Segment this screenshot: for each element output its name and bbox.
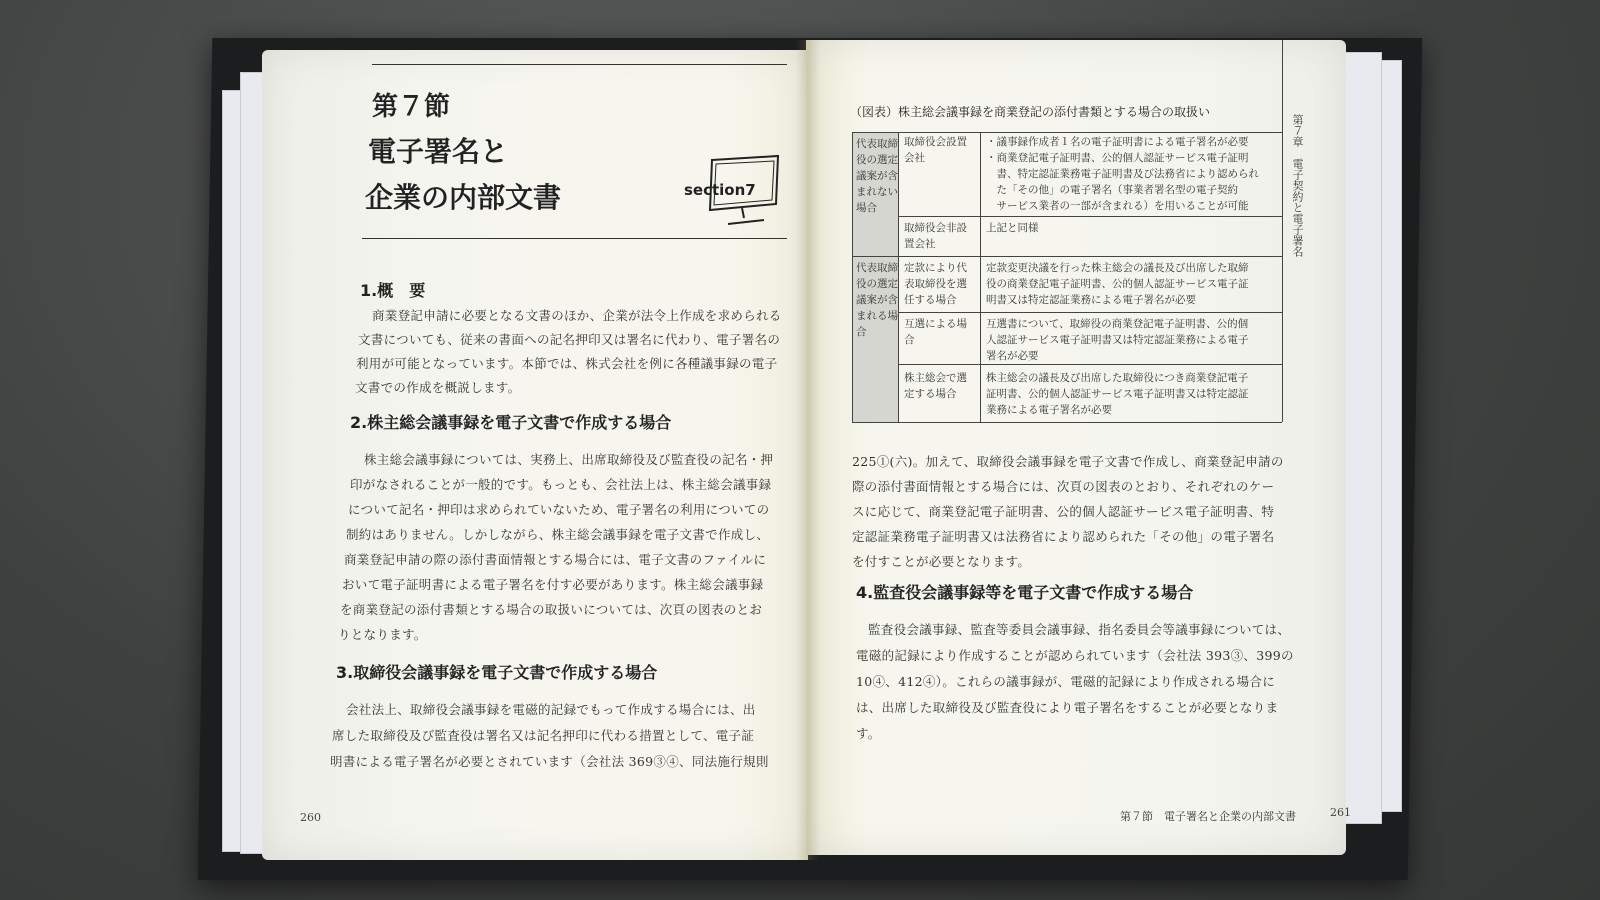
table-condition bbox=[904, 260, 967, 308]
section-title-line1: 電子署名と bbox=[368, 135, 509, 168]
group1-label-line: 場合 bbox=[856, 202, 877, 214]
group1-label-line: まれない bbox=[856, 186, 898, 198]
requirements-table bbox=[852, 124, 1284, 424]
table-divider-2 bbox=[980, 132, 981, 422]
condition-line: 互選による場 bbox=[904, 318, 967, 330]
condition-line: 取締役会設置 bbox=[904, 136, 967, 148]
table-requirement bbox=[986, 260, 1249, 308]
table-border-top bbox=[852, 132, 1282, 133]
auditors-line: す。 bbox=[856, 726, 881, 741]
table-requirement bbox=[986, 316, 1249, 364]
page-number-right: 261 bbox=[1330, 806, 1351, 819]
shareholders-line: りとなります。 bbox=[338, 627, 427, 642]
condition-line: 会社 bbox=[904, 152, 925, 164]
requirement-line: た「その他」の電子署名（事業者署名型の電子契約 bbox=[986, 184, 1238, 196]
table-row-line bbox=[898, 312, 1282, 313]
table-border-left bbox=[852, 132, 853, 422]
condition-line: 定款により代 bbox=[904, 262, 967, 274]
condition-line: 合 bbox=[904, 334, 915, 346]
overview-line: 文書での作成を概説します。 bbox=[355, 380, 521, 395]
board-line: 会社法上、取締役会議事録を電磁的記録でもって作成する場合には、出 bbox=[346, 702, 756, 717]
group2-label bbox=[856, 260, 898, 340]
requirement-line: 上記と同様 bbox=[986, 222, 1039, 234]
requirement-line: 証明書、公的個人認証サービス電子証明書又は特定認証 bbox=[986, 388, 1249, 400]
requirement-line: サービス業者の一部が含まれる）を用いることが可能 bbox=[986, 200, 1249, 212]
continued-line: を付すことが必要となります。 bbox=[852, 554, 1031, 569]
condition-line: 表取締役を選 bbox=[904, 278, 967, 290]
table-group-line bbox=[852, 256, 1282, 257]
table-requirement bbox=[986, 220, 1039, 236]
shareholders-line: おいて電子証明書による電子署名を付す必要があります。株主総会議事録 bbox=[342, 577, 764, 592]
requirement-line: 互選書について、取締役の商業登記電子証明書、公的個 bbox=[986, 318, 1249, 330]
group2-label-line: 代表取締 bbox=[856, 262, 898, 274]
group2-label-line: 議案が含 bbox=[856, 294, 898, 306]
table-row-line bbox=[898, 364, 1282, 365]
table-divider-1 bbox=[898, 132, 899, 422]
section-number: 第７節 bbox=[372, 92, 451, 122]
table-requirement bbox=[986, 134, 1259, 214]
group2-label-line: 合 bbox=[856, 326, 867, 338]
group2-label-line: まれる場 bbox=[856, 310, 898, 322]
table-requirement bbox=[986, 370, 1249, 418]
requirement-line: ・議事録作成者１名の電子証明書による電子署名が必要 bbox=[986, 136, 1249, 148]
overview-line: 商業登記申請に必要となる文書のほか、企業が法令上作成を求められる bbox=[372, 308, 782, 323]
condition-line: 取締役会非設 bbox=[904, 222, 967, 234]
table-condition bbox=[904, 316, 967, 348]
heading-shareholders: 2.株主総会議事録を電子文書で作成する場合 bbox=[350, 413, 672, 432]
shareholders-line: 印がなされることが一般的です。もっとも、会社法上は、株主総会議事録 bbox=[350, 477, 772, 492]
continued-line: 225①(六)。加えて、取締役会議事録を電子文書で作成し、商業登記申請の bbox=[852, 454, 1284, 469]
section-title-line2: 企業の内部文書 bbox=[365, 181, 562, 214]
shareholders-line: について記名・押印は求められていないため、電子署名の利用についての bbox=[348, 502, 770, 517]
auditors-line: 電磁的記録により作成することが認められています（会社法 393③、399の bbox=[856, 648, 1294, 663]
running-head: 第７節 電子署名と企業の内部文書 bbox=[1120, 810, 1296, 823]
requirement-line: 人認証サービス電子証明書又は特定認証業務による電子 bbox=[986, 334, 1249, 346]
requirement-line: 役の商業登記電子証明書、公的個人認証サービス電子証 bbox=[986, 278, 1249, 290]
table-row-line bbox=[898, 216, 1282, 217]
heading-overview: 1.概 要 bbox=[360, 281, 426, 300]
group1-label-line: 議案が含 bbox=[856, 170, 898, 182]
board-line: 明書による電子署名が必要とされています（会社法 369③④、同法施行規則 bbox=[330, 754, 769, 769]
book-gutter bbox=[796, 40, 820, 860]
table-border-bottom bbox=[852, 422, 1282, 423]
requirement-line: 業務による電子署名が必要 bbox=[986, 404, 1112, 416]
table-condition bbox=[904, 220, 967, 252]
requirement-line: 明書又は特定認証業務による電子署名が必要 bbox=[986, 294, 1196, 306]
overview-line: 文書についても、従来の書面への記名押印又は署名に代わり、電子署名の bbox=[358, 332, 781, 347]
requirement-line: 署名が必要 bbox=[986, 350, 1039, 362]
group1-label bbox=[856, 136, 898, 216]
continued-line: スに応じて、商業登記電子証明書、公的個人認証サービス電子証明書、特 bbox=[852, 504, 1275, 519]
requirement-line: 書、特定認証業務電子証明書及び法務省により認められ bbox=[986, 168, 1259, 180]
title-rule-bottom bbox=[362, 238, 787, 239]
condition-line: 置会社 bbox=[904, 238, 936, 250]
title-rule-top bbox=[372, 64, 787, 65]
condition-line: 任する場合 bbox=[904, 294, 957, 306]
auditors-line: 監査役会議事録、監査等委員会議事録、指名委員会等議事録については、 bbox=[868, 622, 1291, 637]
continued-line: 際の添付書面情報とする場合には、次頁の図表のとおり、それぞれのケー bbox=[852, 479, 1275, 494]
group1-label-line: 代表取締 bbox=[856, 138, 898, 150]
table-condition bbox=[904, 370, 967, 402]
heading-board: 3.取締役会議事録を電子文書で作成する場合 bbox=[336, 663, 658, 682]
table-condition bbox=[904, 134, 967, 166]
auditors-line: は、出席した取締役及び監査役により電子署名をすることが必要となりま bbox=[856, 700, 1279, 715]
board-line: 席した取締役及び監査役は署名又は記名押印に代わる措置として、電子証 bbox=[332, 728, 755, 743]
requirement-line: 定款変更決議を行った株主総会の議長及び出席した取締 bbox=[986, 262, 1249, 274]
shareholders-line: 株主総会議事録については、実務上、出席取締役及び監査役の記名・押 bbox=[364, 452, 774, 467]
chapter-side-label: 第７章 電子契約と電子署名 bbox=[1291, 114, 1304, 257]
group1-label-line: 役の選定 bbox=[856, 154, 898, 166]
shareholders-line: を商業登記の添付書類とする場合の取扱いについては、次頁の図表のとお bbox=[340, 602, 763, 617]
heading-auditors: 4.監査役会議事録等を電子文書で作成する場合 bbox=[856, 583, 1194, 602]
table-caption: （図表）株主総会議事録を商業登記の添付書類とする場合の取扱い bbox=[850, 105, 1211, 119]
group2-label-line: 役の選定 bbox=[856, 278, 898, 290]
auditors-line: 10④、412④）。これらの議事録が、電磁的記録により作成される場合に bbox=[856, 674, 1276, 689]
overview-line: 利用が可能となっています。本節では、株式会社を例に各種議事録の電子 bbox=[356, 356, 778, 371]
shareholders-line: 制約はありません。しかしながら、株主総会議事録を電子文書で作成し、 bbox=[346, 527, 770, 542]
section-tag: section7 bbox=[684, 181, 756, 199]
chapter-side-tab bbox=[1282, 40, 1311, 265]
shareholders-line: 商業登記申請の際の添付書面情報とする場合には、電子文書のファイルに bbox=[344, 552, 767, 567]
requirement-line: 株主総会の議長及び出席した取締役につき商業登記電子 bbox=[986, 372, 1249, 384]
requirement-line: ・商業登記電子証明書、公的個人認証サービス電子証明 bbox=[986, 152, 1249, 164]
condition-line: 株主総会で選 bbox=[904, 372, 967, 384]
continued-line: 定認証業務電子証明書又は法務省により認められた「その他」の電子署名 bbox=[852, 529, 1275, 544]
page-number-left: 260 bbox=[300, 811, 321, 824]
condition-line: 定する場合 bbox=[904, 388, 957, 400]
